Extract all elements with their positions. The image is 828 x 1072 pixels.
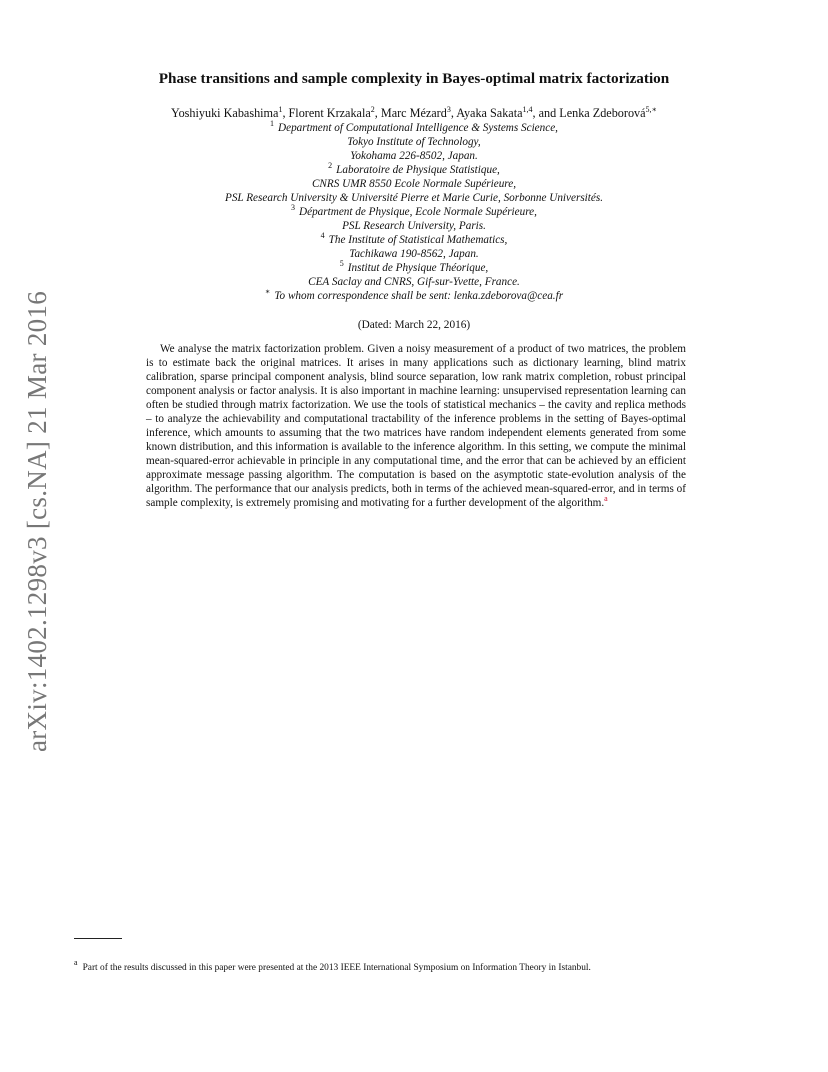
author-affiliation-mark: 2 [370,105,375,114]
affiliation-line: Tokyo Institute of Technology, [347,136,481,148]
author-name: Florent Krzakala [288,106,371,120]
author-affiliation-mark: 1 [278,105,283,114]
author-name: Marc Mézard [380,106,447,120]
author-name: Ayaka Sakata [456,106,523,120]
footnote-rule [74,938,122,939]
affiliation-line: $^5$ Institut de Physique Théorique, [339,259,489,274]
affiliation-list [0,121,828,303]
author-affiliation-mark: 1,4 [522,105,533,114]
footnote-reference-link[interactable]: a [604,494,608,503]
arxiv-identifier-text: arXiv:1402.1298v3 [cs.NA] 21 Mar 2016 [22,290,53,752]
abstract-text: We analyse the matrix factorization problem. Given a noisy measurement of a product of two matrices, the problem is to estimate back the original matrices. It arises in many applications such as dictionary learning, blind matrix calibration, sparse principal component analysis, blind source separation, low rank matrix completion, robust principal component analysis or factor analysis. It is also important in machine learning: unsupervised representation learning can often be studied through matrix factorization. We use the tools of statistical mechanics – the cavity and replica methods – to analyze the achievability and computational tractability of the inference problems in the setting of Bayes-optimal inference, which amounts to assuming that the two matrices have random independent elements generated from some known distribution, and this information is available to the inference algorithm. In this setting, we compute the minimal mean-squared-error achievable in principle in any computational time, and the error that can be achieved by an efficient approximate message passing algorithm. The computation is based on the asymptotic state-evolution analysis of the algorithm. The performance that our analysis predicts, both in terms of the achieved mean-squared-error, and in terms of sample complexity, is extremely promising and motivating for a further development of the algorithm. [146,343,686,509]
paper-title: Phase transitions and sample complexity in Bayes-optimal matrix factorization [158,70,670,87]
affiliation-line: $^2$ Laboratoire de Physique Statistique, [328,161,500,176]
author-name: Yoshiyuki Kabashima [171,106,279,120]
abstract [146,342,686,510]
affiliation-line: CEA Saclay and CNRS, Gif-sur-Yvette, France. [308,276,520,288]
author-affiliation-mark: 5,∗ [645,105,657,114]
correspondence-line: ∗ To whom correspondence shall be sent: lenka.zdeborova@cea.fr [264,287,564,302]
affiliation-line: $^1$ Department of Computational Intelligence & Systems Science, [270,119,558,134]
abstract-paragraph [146,342,686,510]
affiliation-line: Yokohama 226-8502, Japan. [350,150,478,162]
affiliation-line: $^3$ Départment de Physique, Ecole Normale Supérieure, [291,203,537,218]
author-list: Yoshiyuki Kabashima$^1$, Florent Krzakala$^2$, Marc Mézard$^3$, Ayaka Sakata$^{1,4}$, and Lenka Zdeborová$^{5,∗}$ [171,105,657,120]
affiliation-line: CNRS UMR 8550 Ecole Normale Supérieure, [311,178,517,190]
dated-line: (Dated: March 22, 2016) [357,319,471,331]
footnote [74,958,774,973]
author-name: Lenka Zdeborová [559,106,646,120]
arxiv-identifier [17,286,59,756]
affiliation-line: PSL Research University & Université Pierre et Marie Curie, Sorbonne Universités. [224,192,604,204]
footnote-text: Part of the results discussed in this paper were presented at the 2013 IEEE International Symposium on Information Theory in Istanbul. [82,963,591,973]
footnote-mark: a [74,958,78,967]
affiliation-line: Tachikawa 190-8562, Japan. [349,248,479,260]
affiliation-line: PSL Research University, Paris. [342,220,486,232]
affiliation-line: $^4$ The Institute of Statistical Mathematics, [320,231,508,246]
author-affiliation-mark: 3 [446,105,451,114]
